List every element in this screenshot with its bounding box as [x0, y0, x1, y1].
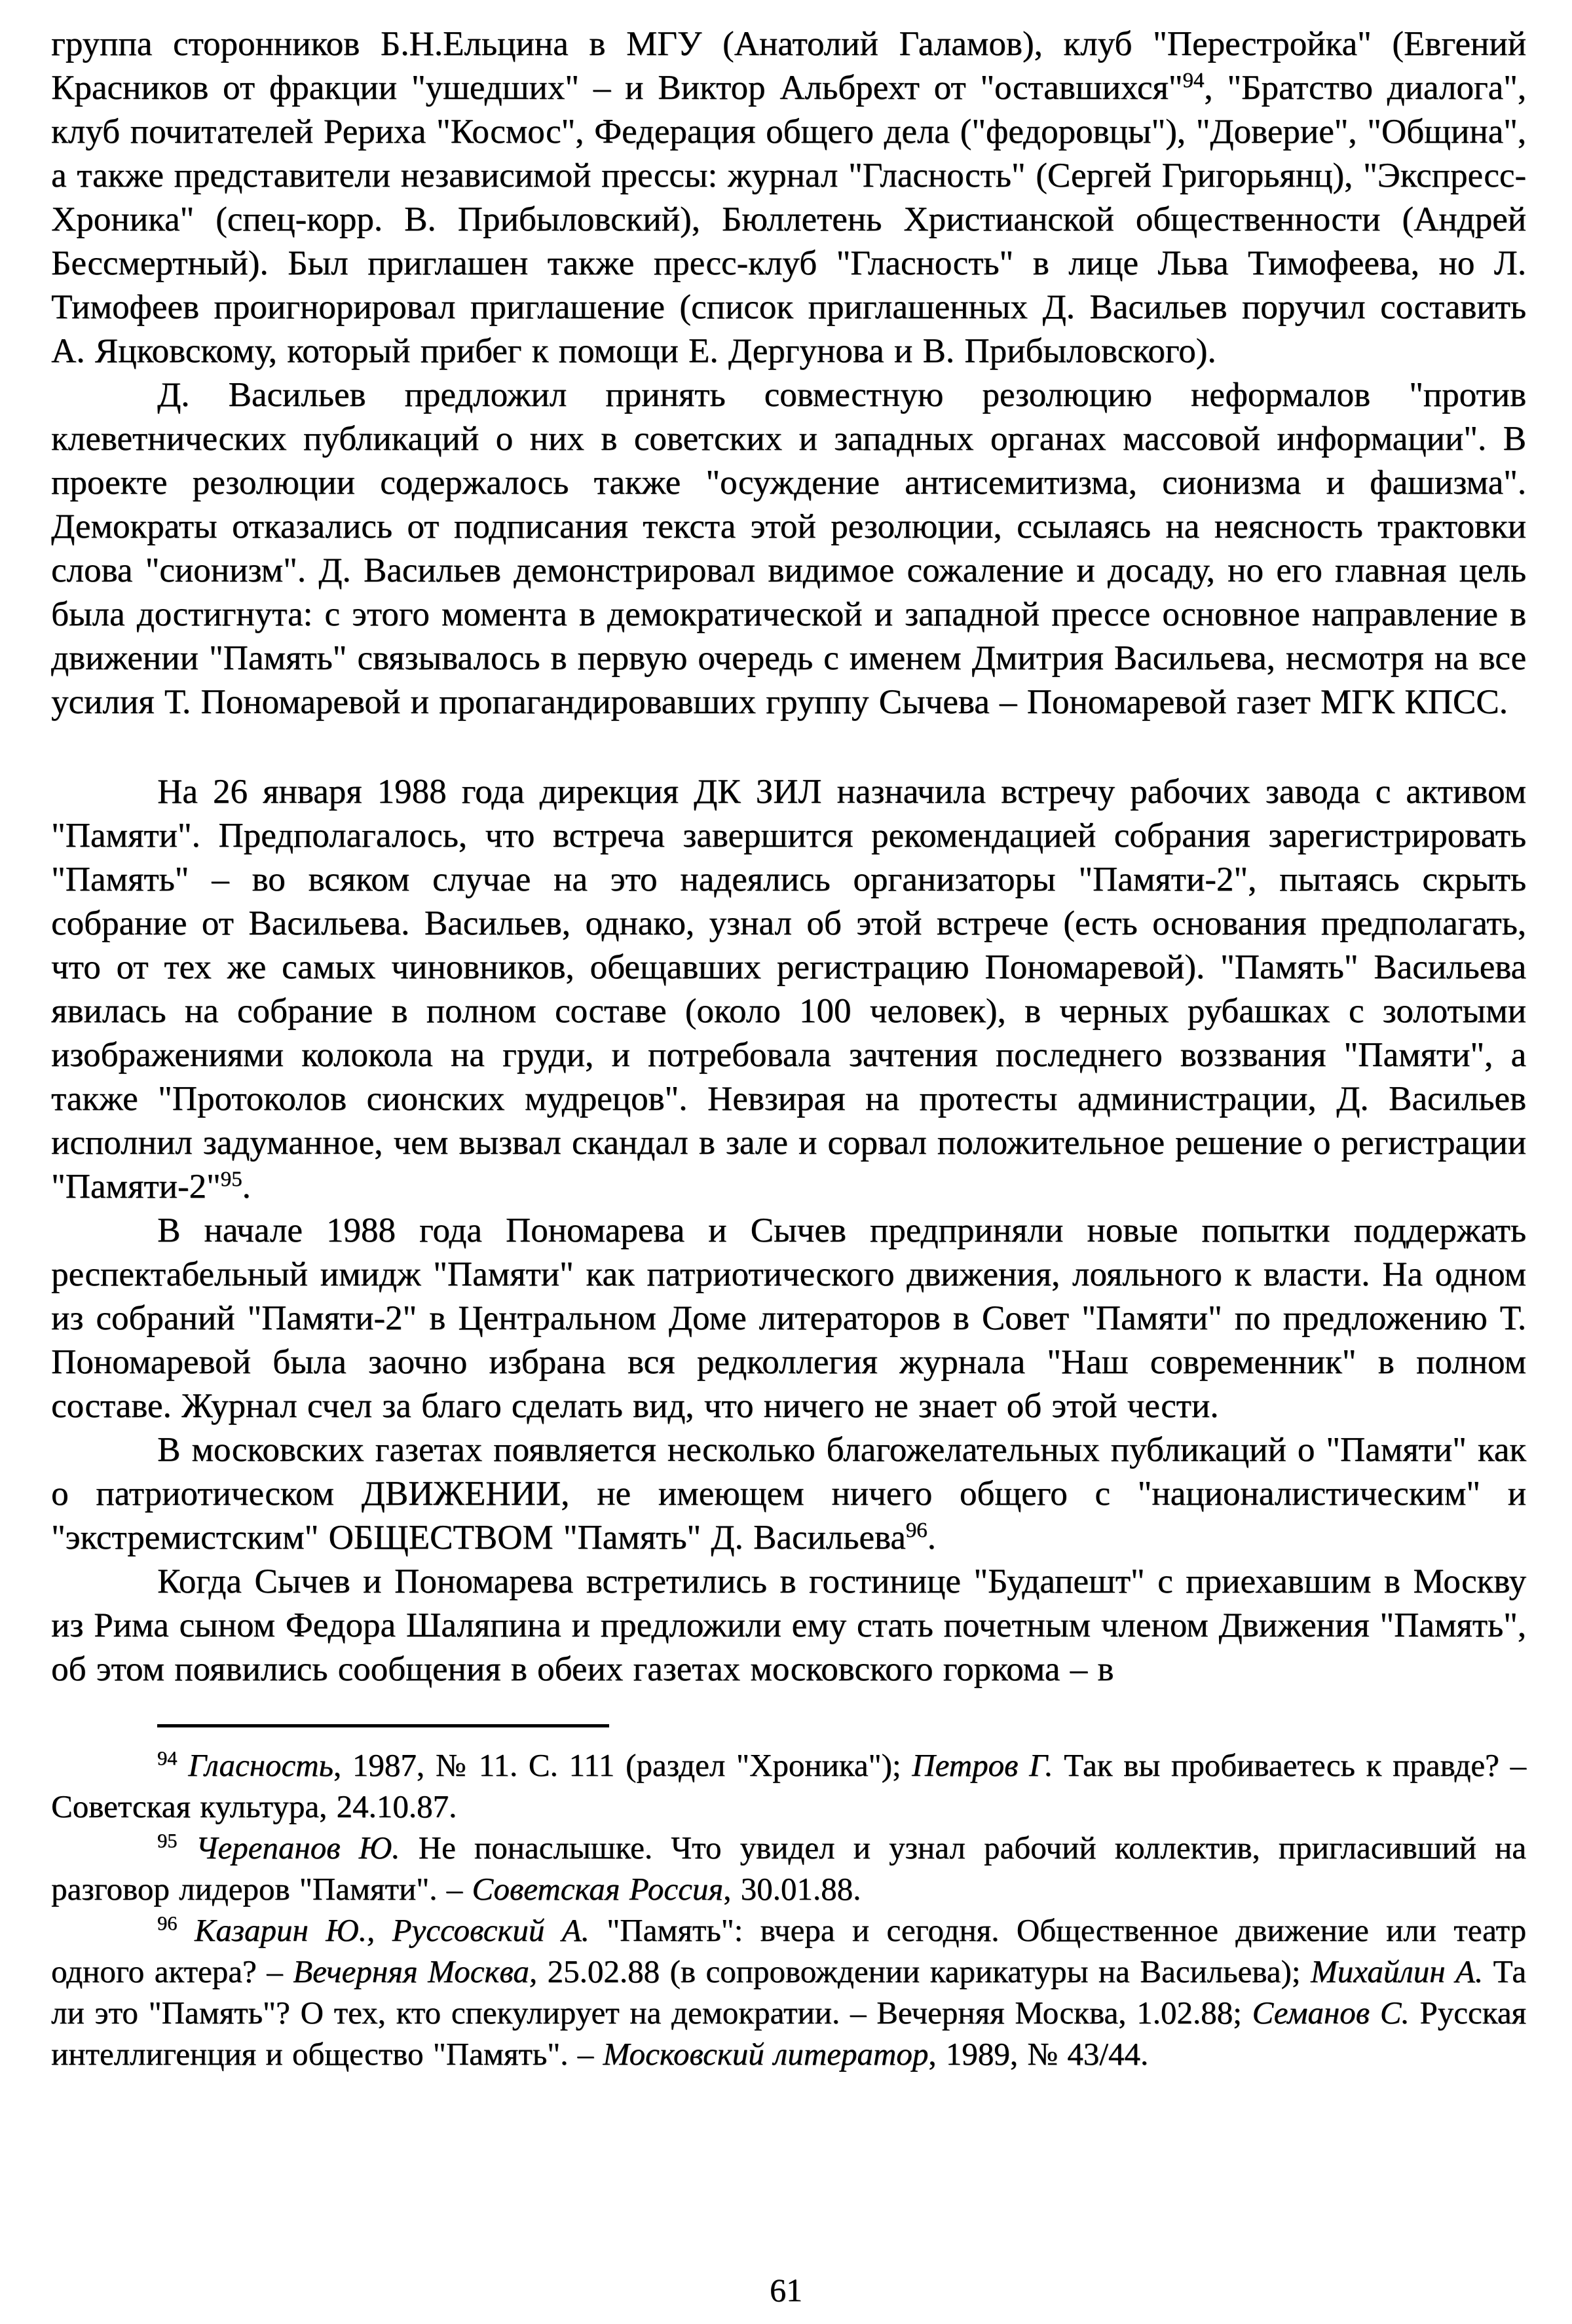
footnote-94: $^{94}$ Гласность, 1987, № 11. С. 111 (раздел "Хроника"); Петров Г. Так вы пробиваетесь к правде? – Советская культура, 24.10.87. [51, 1747, 1526, 1824]
italic-text: Советская Россия [472, 1871, 724, 1907]
paragraph-moscow-papers: В московских газетах появляется несколько благожелательных публикаций о "Памяти" как о патриотическом ДВИЖЕНИИ, не имеющем ничего общего с "националистическим" и "экстремистским" ОБЩЕСТВОМ "Память" Д. Васильева$^{96}$. [51, 1431, 1526, 1557]
footnote-ref: 95 [157, 1830, 178, 1853]
footnote-ref: 94 [1182, 68, 1205, 92]
italic-text: Московский литератор [603, 2036, 929, 2072]
footnote-ref: 96 [157, 1912, 178, 1935]
paragraph-image-support: В начале 1988 года Пономарева и Сычев предприняли новые попытки поддержать респектабельный имидж "Памяти" как патриотического движения, лояльного к власти. На одном из собраний "Памяти-2" в Центральном Доме литераторов в Совет "Памяти" по предложению Т. Пономаревой была заочно избрана вся редколлегия журнала "Наш современник" в полном составе. Журнал счел за благо сделать вид, что ничего не знает об этой чести. [51, 1211, 1526, 1425]
footnote-ref: 94 [157, 1747, 178, 1770]
footnote-ref: 95 [220, 1167, 242, 1191]
italic-text: Черепанов Ю. [195, 1830, 400, 1866]
body-text [51, 22, 1526, 1691]
page-number: 61 [770, 2272, 802, 2308]
paragraph-zil-meeting: На 26 января 1988 года дирекция ДК ЗИЛ назначила встречу рабочих завода с активом "Памяти". Предполагалось, что встреча завершится рекомендацией собрания зарегистрировать "Память" – во всяком случае на это надеялись организаторы "Памяти-2", пытаясь скрыть собрание от Васильева. Васильев, однако, узнал об этой встрече (есть основания предполагать, что от тех же самых чиновников, обещавших регистрацию Пономаревой). "Память" Васильева явилась на собрание в полном составе (около 100 человек), в черных рубашках с золотыми изображениями колокола на груди, и потребовала зачтения последнего воззвания "Памяти", а также "Протоколов сионских мудрецов". Невзирая на протесты администрации, Д. Васильев исполнил задуманное, чем вызвал скандал в зале и сорвал положительное решение о регистрации "Памяти-2"$^{95}$. [51, 773, 1526, 1206]
italic-text: Казарин Ю., Руссовский А. [194, 1912, 590, 1948]
footnote-ref: 96 [905, 1518, 927, 1542]
italic-text: Семанов С. [1252, 1995, 1410, 2031]
italic-text: Петров Г. [912, 1747, 1053, 1783]
footnote-96: $^{96}$ Казарин Ю., Руссовский А. "Память": вчера и сегодня. Общественное движение или театр одного актера? – Вечерняя Москва, 25.02.88 (в сопровождении карикатуры на Васильева); Михайлин А. Та ли это "Память"? О тех, кто спекулирует на демократии. – Вечерняя Москва, 1.02.88; Семанов С. Русская интеллигенция и общество "Память". – Московский литератор, 1989, № 43/44. [51, 1912, 1527, 2072]
paragraph-continuation: группа сторонников Б.Н.Ельцина в МГУ (Анатолий Галамов), клуб "Перестройка" (Евгений Красников от фракции "ушедших" – и Виктор Альбрехт от "оставшихся"$^{94}$, "Братство диалога", клуб почитателей Рериха "Космос", Федерация общего дела ("федоровцы"), "Доверие", "Община", а также представители независимой прессы: журнал "Гласность" (Сергей Григорьянц), "Экспресс-Хроника" (спец-корр. В. Прибыловский), Бюллетень Христианской общественности (Андрей Бессмертный). Был приглашен также пресс-клуб "Гласность" в лице Льва Тимофеева, но Л. Тимофеев проигнорировал приглашение (список приглашенных Д. Васильев поручил составить А. Яцковскому, который прибег к помощи Е. Дергунова и В. Прибыловского). [51, 25, 1526, 370]
footnotes-section [51, 1744, 1526, 2075]
italic-text: Михайлин А. [1310, 1953, 1484, 1989]
footnote-95: $^{95}$ Черепанов Ю. Не понаслышке. Что увидел и узнал рабочий коллектив, пригласивший на разговор лидеров "Памяти". – Советская Россия, 30.01.88. [51, 1830, 1526, 1907]
italic-text: Вечерняя Москва, [293, 1953, 538, 1989]
italic-text: Гласность [188, 1747, 333, 1783]
footnote-separator [157, 1724, 609, 1727]
paragraph-budapest-hotel: Когда Сычев и Пономарева встретились в гостинице "Будапешт" с приехавшим в Москву из Рима сыном Федора Шаляпина и предложили ему стать почетным членом Движения "Память", об этом появились сообщения в обеих газетах московского горкома – в [51, 1562, 1526, 1688]
paragraph-resolution: Д. Васильев предложил принять совместную резолюцию неформалов "против клеветнических публикаций о них в советских и западных органах массовой информации". В проекте резолюции содержалось также "осуждение антисемитизма, сионизма и фашизма". Демократы отказались от подписания текста этой резолюции, ссылаясь на неясность трактовки слова "сионизм". Д. Васильев демонстрировал видимое сожаление и досаду, но его главная цель была достигнута: с этого момента в демократической и западной прессе основное направление в движении "Память" связывалось в первую очередь с именем Дмитрия Васильева, несмотря на все усилия Т. Пономаревой и пропагандировавших группу Сычева – Пономаревой газет МГК КПСС. [51, 376, 1526, 721]
